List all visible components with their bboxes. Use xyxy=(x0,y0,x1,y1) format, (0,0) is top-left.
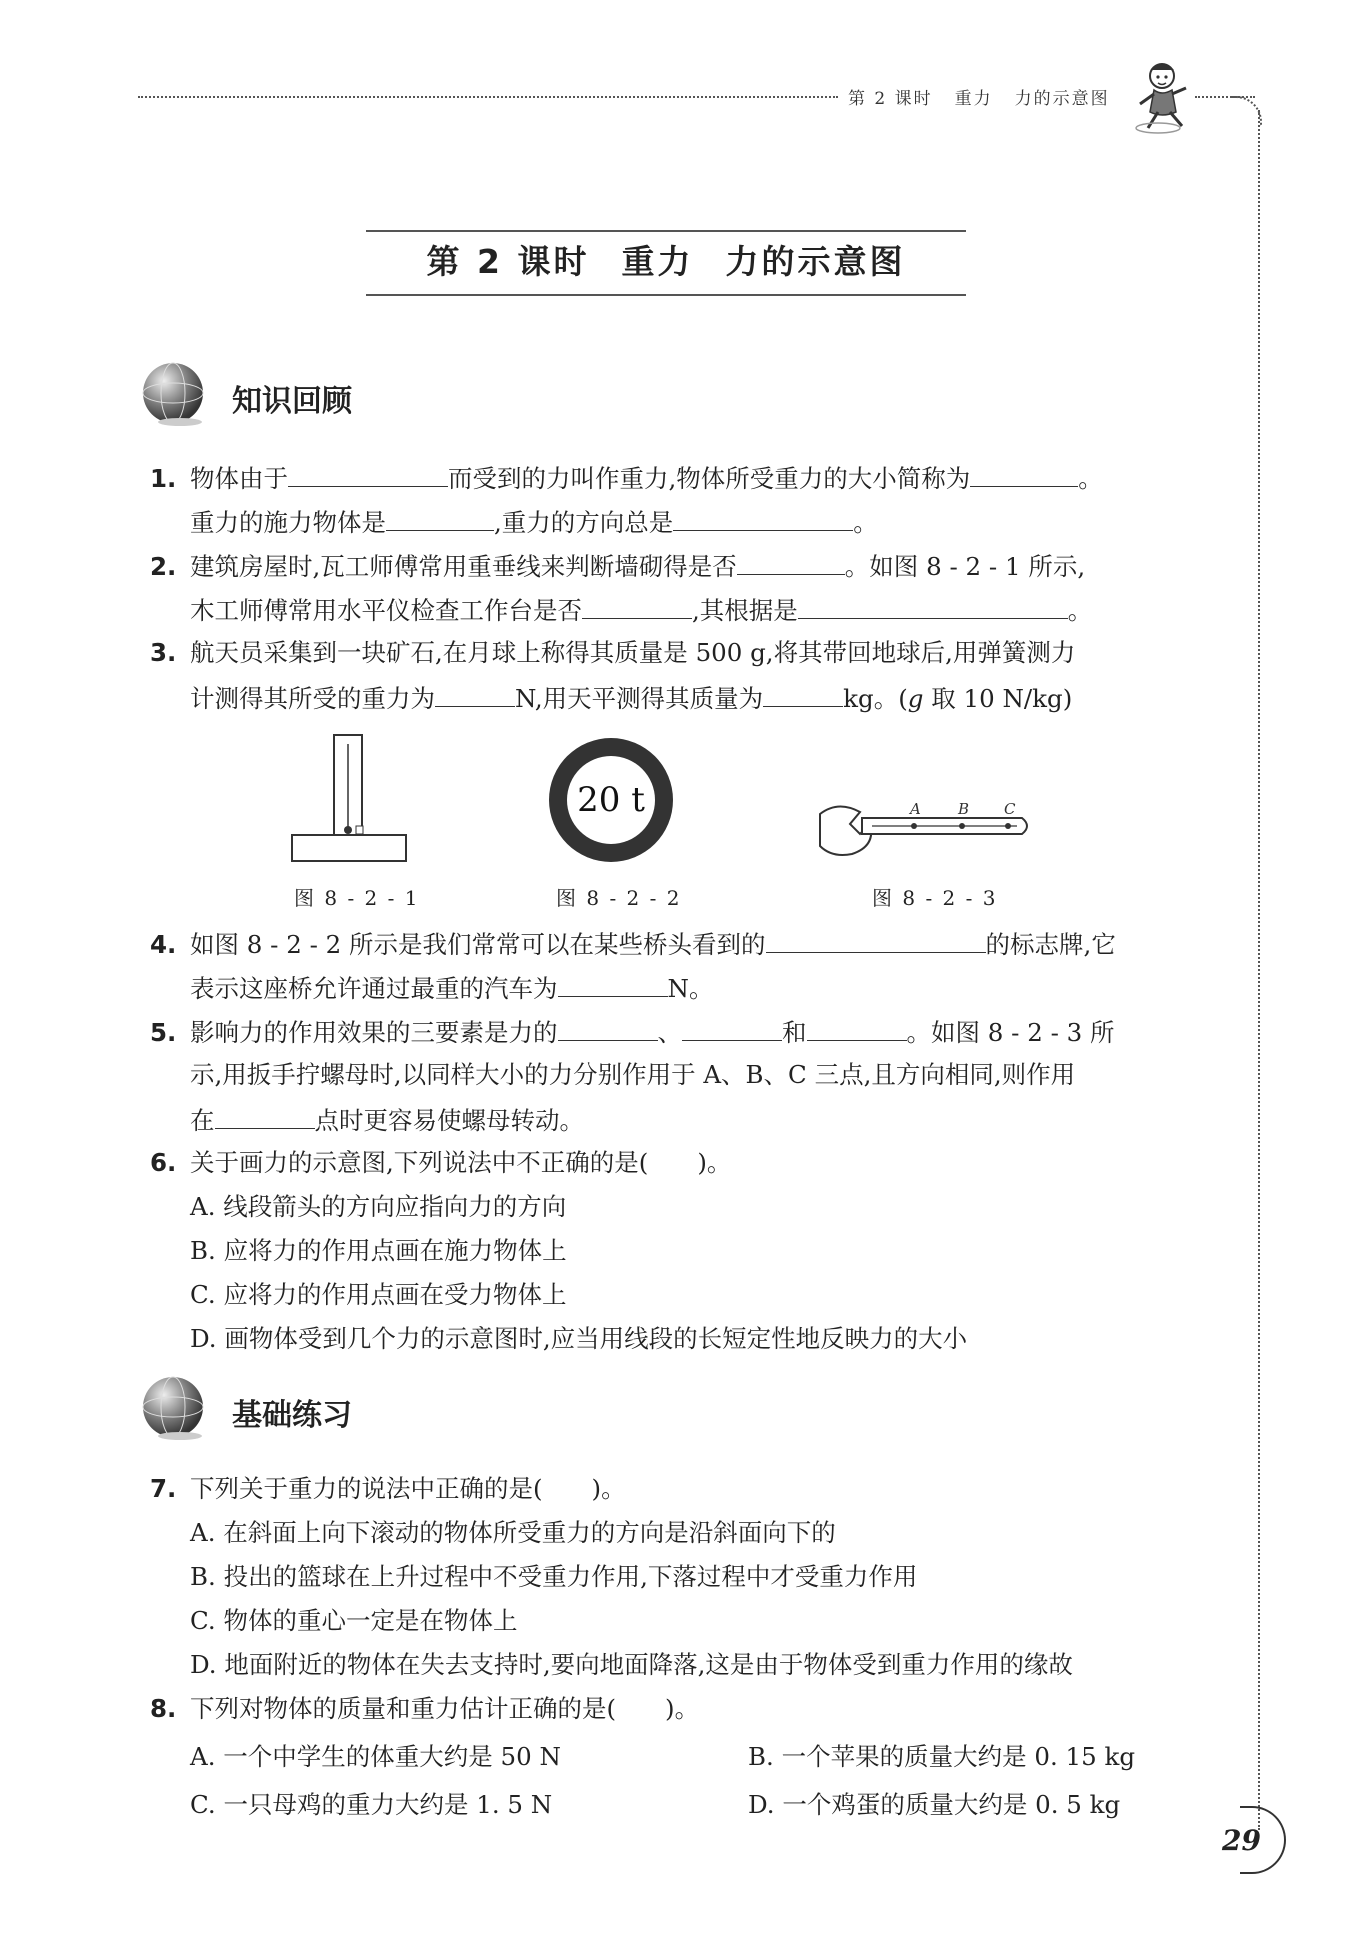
option-b[interactable]: B. 应将力的作用点画在施力物体上 xyxy=(190,1236,567,1265)
question-number: 2. xyxy=(150,552,177,581)
text: 的标志牌,它 xyxy=(985,930,1116,959)
answer-blank[interactable] xyxy=(558,972,668,997)
answer-blank[interactable] xyxy=(582,594,692,619)
option-a[interactable]: A. 在斜面上向下滚动的物体所受重力的方向是沿斜面向下的 xyxy=(190,1518,836,1547)
figure-level-tool xyxy=(290,732,410,862)
g-symbol: g xyxy=(907,684,924,713)
question-number: 4. xyxy=(150,930,177,959)
text: 。 xyxy=(1078,464,1103,493)
text: 表示这座桥允许通过最重的汽车为 xyxy=(190,974,558,1003)
figure-caption-3: 图 8 - 2 - 3 xyxy=(872,886,998,910)
section-practice-label: 基础练习 xyxy=(232,1398,352,1433)
text: 示,用扳手拧螺母时,以同样大小的力分别作用于 A、B、C 三点,且方向相同,则作用 xyxy=(190,1060,1076,1089)
text: 影响力的作用效果的三要素是力的 xyxy=(190,1018,558,1047)
header-dotted-rule xyxy=(138,96,838,98)
q5-line3 xyxy=(150,1104,584,1136)
figure-weight-limit-sign xyxy=(546,735,676,865)
sign-text: 20 t xyxy=(577,780,645,820)
header-topic1: 重力 xyxy=(954,89,993,109)
q6-stem xyxy=(150,1148,731,1178)
q1-line2 xyxy=(150,506,878,538)
wrench-label-c: C xyxy=(1004,800,1016,818)
answer-blank[interactable] xyxy=(970,462,1078,487)
title-topic1: 重力 xyxy=(621,242,694,281)
title-lesson: 第 2 课时 xyxy=(426,242,590,281)
text: 下列对物体的质量和重力估计正确的是( )。 xyxy=(190,1694,700,1723)
globe-icon xyxy=(140,1374,206,1440)
option-a[interactable]: A. 一个中学生的体重大约是 50 N xyxy=(190,1742,561,1771)
answer-blank[interactable] xyxy=(682,1016,782,1041)
answer-blank[interactable] xyxy=(288,462,448,487)
text: 而受到的力叫作重力,物体所受重力的大小简称为 xyxy=(448,464,971,493)
option-d[interactable]: D. 一个鸡蛋的质量大约是 0. 5 kg xyxy=(748,1790,1121,1819)
text: 取 10 N/kg) xyxy=(923,684,1073,713)
page-number: 29 xyxy=(1222,1824,1261,1857)
text: 计测得其所受的重力为 xyxy=(190,684,435,713)
q8-stem xyxy=(150,1694,699,1724)
q4-line2 xyxy=(150,972,713,1004)
option-b[interactable]: B. 一个苹果的质量大约是 0. 15 kg xyxy=(748,1742,1136,1771)
title-rule-bottom xyxy=(366,294,966,296)
answer-blank[interactable] xyxy=(215,1104,315,1129)
title-rule-top xyxy=(366,230,966,232)
q3-line2 xyxy=(150,682,1072,714)
mascot-icon xyxy=(1128,58,1196,134)
text: 物体由于 xyxy=(190,464,288,493)
text: N,用天平测得其质量为 xyxy=(515,684,764,713)
question-number: 6. xyxy=(150,1148,177,1177)
text: ,重力的方向总是 xyxy=(494,508,674,537)
figure-caption-1: 图 8 - 2 - 1 xyxy=(294,886,420,910)
q4-line1 xyxy=(150,928,1116,960)
text: 重力的施力物体是 xyxy=(190,508,386,537)
text: 木工师傅常用水平仪检查工作台是否 xyxy=(190,596,582,625)
text: 在 xyxy=(190,1106,215,1135)
option-d[interactable]: D. 地面附近的物体在失去支持时,要向地面降落,这是由于物体受到重力作用的缘故 xyxy=(190,1650,1073,1679)
text: 。 xyxy=(1067,596,1093,625)
answer-blank[interactable] xyxy=(763,682,843,707)
text: N。 xyxy=(667,974,714,1003)
answer-blank[interactable] xyxy=(673,506,853,531)
text: 。 xyxy=(853,508,878,537)
text: kg。( xyxy=(843,684,908,713)
answer-blank[interactable] xyxy=(386,506,494,531)
q3-line1 xyxy=(150,638,1075,668)
page-title xyxy=(366,236,966,283)
header-lesson: 第 2 课时 xyxy=(848,89,933,109)
globe-icon xyxy=(140,360,206,426)
wrench-label-a: A xyxy=(910,800,921,818)
text: 下列关于重力的说法中正确的是( )。 xyxy=(190,1474,626,1503)
page-border-dotted xyxy=(1258,110,1260,1830)
figure-caption-2: 图 8 - 2 - 2 xyxy=(556,886,682,910)
q2-line1 xyxy=(150,550,1085,582)
option-c[interactable]: C. 一只母鸡的重力大约是 1. 5 N xyxy=(190,1790,553,1819)
text: 如图 8 - 2 - 2 所示是我们常常可以在某些桥头看到的 xyxy=(190,930,766,959)
q7-stem xyxy=(150,1474,626,1504)
figure-wrench xyxy=(812,796,1042,866)
question-number: 7. xyxy=(150,1474,177,1503)
running-header xyxy=(848,84,1132,109)
wrench-label-b: B xyxy=(958,800,970,818)
option-b[interactable]: B. 投出的篮球在上升过程中不受重力作用,下落过程中才受重力作用 xyxy=(190,1562,918,1591)
header-topic2: 力的示意图 xyxy=(1014,89,1110,109)
q2-line2 xyxy=(150,594,1092,626)
text: ,其根据是 xyxy=(692,596,798,625)
answer-blank[interactable] xyxy=(766,928,986,953)
question-number: 3. xyxy=(150,638,177,667)
option-d[interactable]: D. 画物体受到几个力的示意图时,应当用线段的长短定性地反映力的大小 xyxy=(190,1324,968,1353)
text: 航天员采集到一块矿石,在月球上称得其质量是 500 g,将其带回地球后,用弹簧测力 xyxy=(190,638,1076,667)
text: 点时更容易使螺母转动。 xyxy=(314,1106,584,1135)
question-number: 5. xyxy=(150,1018,177,1047)
q5-line2 xyxy=(150,1060,1075,1090)
answer-blank[interactable] xyxy=(807,1016,907,1041)
text: 、 xyxy=(657,1018,682,1047)
answer-blank[interactable] xyxy=(558,1016,658,1041)
option-a[interactable]: A. 线段箭头的方向应指向力的方向 xyxy=(190,1192,567,1221)
text: 建筑房屋时,瓦工师傅常用重垂线来判断墙砌得是否 xyxy=(190,552,737,581)
text: 。如图 8 - 2 - 1 所示, xyxy=(844,552,1086,581)
section-review-label: 知识回顾 xyxy=(232,384,352,419)
answer-blank[interactable] xyxy=(435,682,515,707)
text: 。如图 8 - 2 - 3 所 xyxy=(906,1018,1115,1047)
option-c[interactable]: C. 物体的重心一定是在物体上 xyxy=(190,1606,518,1635)
answer-blank[interactable] xyxy=(737,550,845,575)
q1-line1 xyxy=(150,462,1103,494)
question-number: 8. xyxy=(150,1694,177,1723)
q5-line1 xyxy=(150,1016,1115,1048)
text: 关于画力的示意图,下列说法中不正确的是( )。 xyxy=(190,1148,732,1177)
answer-blank[interactable] xyxy=(798,594,1068,619)
option-c[interactable]: C. 应将力的作用点画在受力物体上 xyxy=(190,1280,567,1309)
text: 和 xyxy=(782,1018,807,1047)
question-number: 1. xyxy=(150,464,177,493)
title-topic2: 力的示意图 xyxy=(725,242,906,281)
